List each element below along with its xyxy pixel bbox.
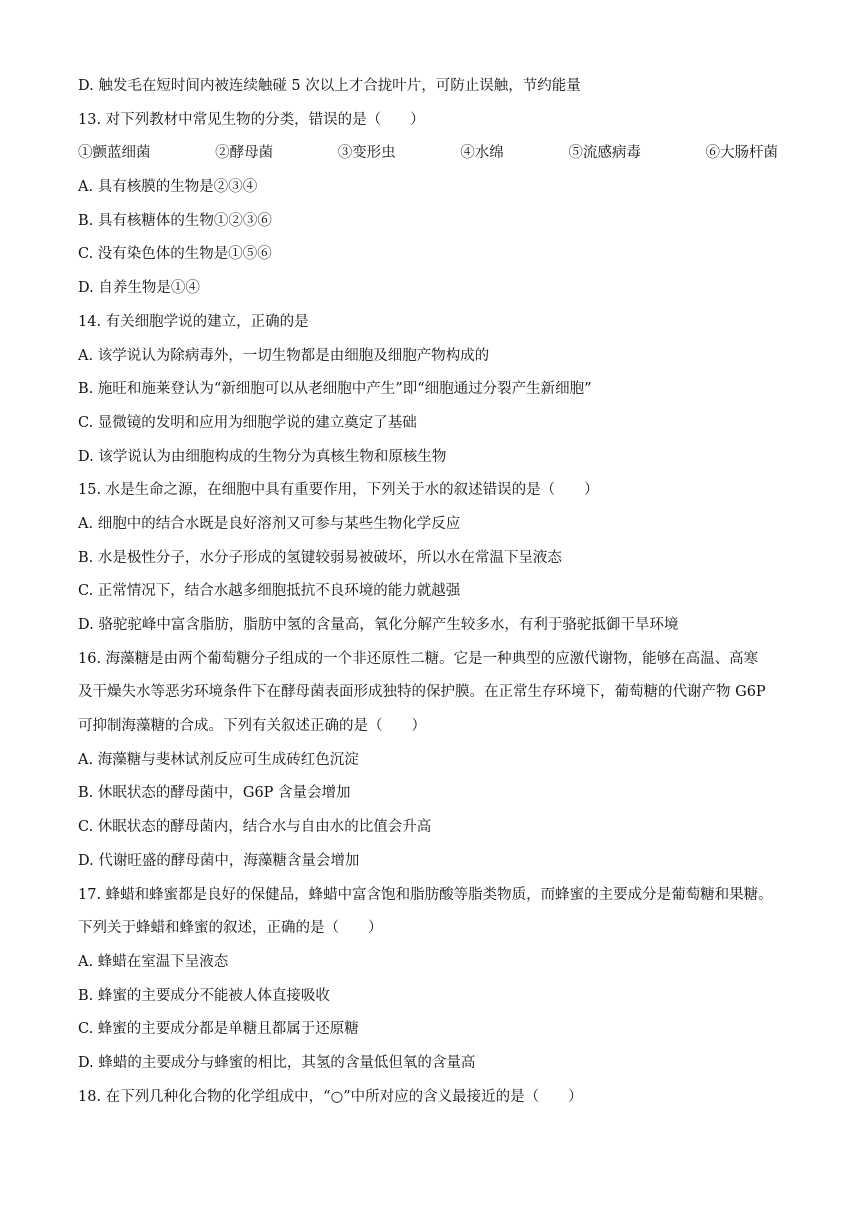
q15-option-a: A. 细胞中的结合水既是良好溶剂又可参与某些生物化学反应 [78,515,461,532]
q14-stem: 14. 有关细胞学说的建立，正确的是 [78,313,309,330]
q12-option-d: D. 触发毛在短时间内被连续触碰 5 次以上才合拢叶片，可防止误触，节约能量 [78,78,581,94]
q13-organism-3: ③变形虫 [337,145,396,162]
q14-option-a: A. 该学说认为除病毒外，一切生物都是由细胞及细胞产物构成的 [78,347,490,364]
q13-option-b: B. 具有核糖体的生物①②③⑥ [78,212,272,229]
q16-option-b: B. 休眠状态的酵母菌中，G6P 含量会增加 [78,785,351,802]
q17-option-b: B. 蜂蜜的主要成分不能被人体直接吸收 [78,987,330,1004]
exam-page [78,70,790,1114]
q16-option-d: D. 代谢旺盛的酵母菌中，海藻糖含量会增加 [78,852,360,869]
q13-option-c: C. 没有染色体的生物是①⑤⑥ [78,246,272,263]
q13-organism-1: ①颤蓝细菌 [78,145,151,162]
q13-organism-list [78,137,778,171]
q15-option-c: C. 正常情况下，结合水越多细胞抵抗不良环境的能力就越强 [78,583,461,600]
q13-option-a: A. 具有核膜的生物是②③④ [78,179,258,196]
q16-option-c: C. 休眠状态的酵母菌内，结合水与自由水的比值会升高 [78,819,432,836]
q17-stem-line-2: 下列关于蜂蜡和蜂蜜的叙述，正确的是（ ） [78,920,383,937]
q16-stem-line-3: 可抑制海藻糖的合成。下列有关叙述正确的是（ ） [78,718,426,735]
q15-option-d: D. 骆驼驼峰中富含脂肪，脂肪中氢的含量高，氧化分解产生较多水，有利于骆驼抵御干旱环境 [78,617,679,633]
q14-option-b: B. 施旺和施莱登认为“新细胞可以从老细胞中产生”即“细胞通过分裂产生新细胞” [78,381,592,398]
q13-organism-4: ④水绵 [460,145,504,162]
q16-stem-line-2: 及干燥失水等恶劣环境条件下在酵母菌表面形成独特的保护膜。在正常生存环境下，葡萄糖的代谢产物 G6P [78,684,766,701]
q15-option-b: B. 水是极性分子，水分子形成的氢键较弱易被破坏，所以水在常温下呈液态 [78,549,562,566]
q14-option-d: D. 该学说认为由细胞构成的生物分为真核生物和原核生物 [78,448,447,465]
q15-stem: 15. 水是生命之源，在细胞中具有重要作用，下列关于水的叙述错误的是（ ） [78,482,599,499]
q16-stem-line-1: 16. 海藻糖是由两个葡萄糖分子组成的一个非还原性二糖。它是一种典型的应激代谢物，能够在高温、高寒 [78,650,759,667]
q13-stem: 13. 对下列教材中常见生物的分类，错误的是（ ） [78,111,425,128]
q18-stem: 18. 在下列几种化合物的化学组成中，“○”中所对应的含义最接近的是（ ） [78,1088,583,1105]
q17-option-c: C. 蜂蜜的主要成分都是单糖且都属于还原糖 [78,1021,359,1038]
q17-stem-line-1: 17. 蜂蜡和蜂蜜都是良好的保健品，蜂蜡中富含饱和脂肪酸等脂类物质，而蜂蜜的主要成分是葡萄糖和果糖。 [78,886,773,903]
q16-option-a: A. 海藻糖与斐林试剂反应可生成砖红色沉淀 [78,751,359,768]
q17-option-d: D. 蜂蜡的主要成分与蜂蜜的相比，其氢的含量低但氧的含量高 [78,1054,476,1071]
q17-option-a: A. 蜂蜡在室温下呈液态 [78,953,229,970]
q13-organism-6: ⑥大肠杆菌 [705,145,778,162]
q13-option-d: D. 自养生物是①④ [78,280,200,297]
q13-organism-2: ②酵母菌 [215,145,274,162]
q14-option-c: C. 显微镜的发明和应用为细胞学说的建立奠定了基础 [78,414,417,431]
q13-organism-5: ⑤流感病毒 [568,145,641,162]
